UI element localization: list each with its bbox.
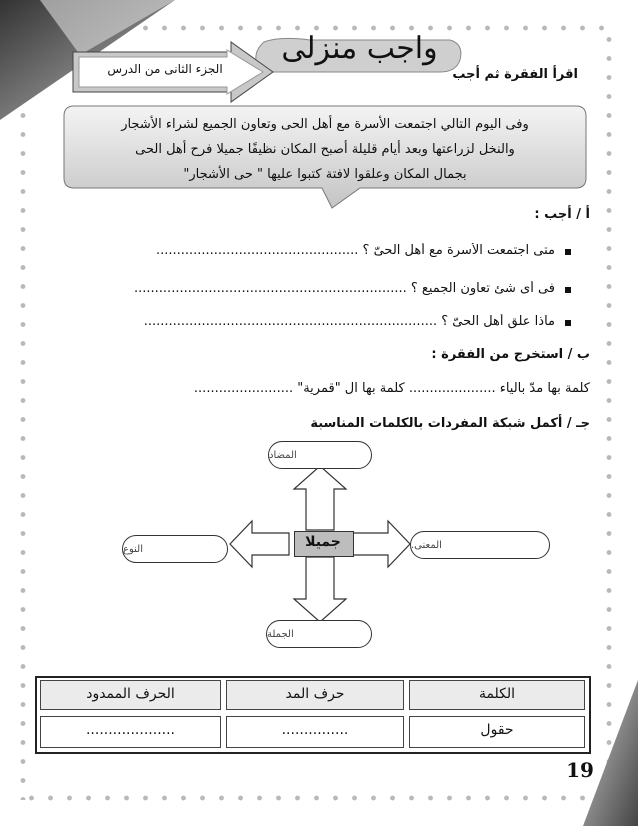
section-b-heading: ب / استخرج من الفقرة : xyxy=(431,347,590,362)
table-header-word: الكلمة xyxy=(478,686,516,702)
question-3: ماذا علق أهل الحىّ ؟ ....................................................................... xyxy=(143,314,555,329)
instruction-read-answer: اقرأ الفقرة ثم أجب xyxy=(452,67,578,82)
question-1: متى اجتمعت الأسرة مع أهل الحىّ ؟ ................................................. xyxy=(155,243,555,258)
type-bubble: النوع xyxy=(122,535,228,563)
question-2: فى أى شئ تعاون الجميع ؟ .................................................................. xyxy=(134,281,555,296)
passage-line-3: بجمال المكان وعلقوا لافتة كتبوا عليها " حى الأشجار" xyxy=(183,167,467,182)
table-row-word: حقول xyxy=(480,722,514,738)
passage-line-2: والنخل لزراعتها وبعد أيام قليلة أصبح المكان نظيفًا جميلا فرح أهل الحى xyxy=(135,142,515,157)
lesson-part-label: الجزء الثانى من الدرس xyxy=(107,62,223,76)
antonym-bubble: المضاد xyxy=(268,441,372,469)
section-c-heading: جـ / أكمل شبكة المفردات بالكلمات المناسبة xyxy=(310,416,590,431)
page-number: 19 xyxy=(566,758,594,782)
center-word: جميلا xyxy=(305,534,341,550)
page-title: واجب منزلى xyxy=(281,31,438,66)
section-a-heading: أ / أجب : xyxy=(534,207,590,222)
table-row-lengthened-blank: .................... xyxy=(85,722,175,738)
table-header-lengthened-letter: الحرف الممدود xyxy=(86,686,175,702)
section-b-line: كلمة بها مدّ بالياء ..................... كلمة بها ال "قمرية" ........................ xyxy=(193,381,590,396)
sentence-bubble: الجملة xyxy=(266,620,372,648)
table-header-madd-letter: حرف المد xyxy=(285,686,345,702)
meaning-bubble: المعنى. xyxy=(410,531,550,559)
table-row-madd-blank: ............... xyxy=(281,722,349,738)
passage-line-1: وفى اليوم التالي اجتمعت الأسرة مع أهل الحى وتعاون الجميع لشراء الأشجار xyxy=(121,117,529,132)
